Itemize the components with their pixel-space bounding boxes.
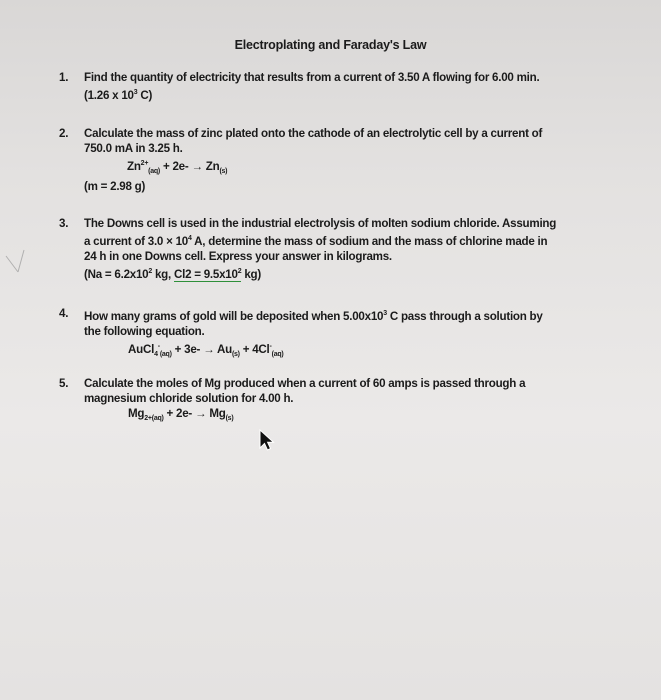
question-number: 5. bbox=[59, 377, 69, 390]
half-reaction-equation: $Zn^{2+}_{(aq)} + 2e- \to Zn_{(s)}$ bbox=[127, 160, 228, 175]
mouse-cursor-icon bbox=[258, 428, 276, 452]
page-title: Electroplating and Faraday's Law bbox=[234, 38, 427, 52]
half-reaction-equation: $Mg_{2+(aq)} + 2e- \to Mg_{(s)}$ bbox=[128, 407, 234, 422]
answer-text: (1.26 x $10^3$ C) bbox=[84, 89, 153, 102]
question-text: Find the quantity of electricity that results from a current of 3.50 A flowing for 6.00 min. bbox=[84, 71, 540, 84]
question-text-line-1: How many grams of gold will be deposited when $5.00x10^3$ C pass through a solution by bbox=[84, 310, 543, 323]
question-text-line-3: 24 h in one Downs cell. Express your answer in kilograms. bbox=[84, 250, 392, 263]
question-number: 4. bbox=[59, 307, 69, 320]
question-4 bbox=[59, 306, 543, 362]
question-3 bbox=[59, 216, 557, 282]
question-text-line-2: magnesium chloride solution for 4.00 h. bbox=[84, 392, 294, 405]
answer-text: ($Na = 6.2x10^2$ kg, $Cl2 = 9.5x10^2$ kg) bbox=[84, 268, 261, 281]
question-number: 2. bbox=[59, 127, 69, 140]
question-text-line-2: 750.0 mA in 3.25 h. bbox=[84, 142, 183, 155]
answer-text: (m = 2.98 g) bbox=[84, 180, 146, 193]
question-1 bbox=[59, 70, 540, 103]
pencil-checkmark-icon bbox=[4, 244, 26, 280]
question-text-line-1: The Downs cell is used in the industrial electrolysis of molten sodium chloride. Assuming bbox=[84, 217, 557, 230]
underlined-answer: $Cl2 = 9.5x10^2$ bbox=[173, 268, 242, 281]
question-5 bbox=[59, 376, 526, 426]
question-text-line-2: a current of $3.0 \times 10^4$ A, determine the mass of sodium and the mass of chlorine made in bbox=[84, 235, 548, 248]
question-number: 1. bbox=[59, 71, 69, 84]
question-text-line-2: the following equation. bbox=[84, 325, 205, 338]
question-text-line-1: Calculate the moles of Mg produced when a current of 60 amps is passed through a bbox=[84, 377, 526, 390]
half-reaction-equation: AuCl$_4$-$_{(aq)}$ + $3e- \to Au_{(s)} + 4Cl^-_{(aq)}$ bbox=[128, 343, 284, 358]
question-number: 3. bbox=[59, 217, 69, 230]
question-2 bbox=[59, 126, 543, 194]
question-text-line-1: Calculate the mass of zinc plated onto the cathode of an electrolytic cell by a current of bbox=[84, 127, 543, 140]
